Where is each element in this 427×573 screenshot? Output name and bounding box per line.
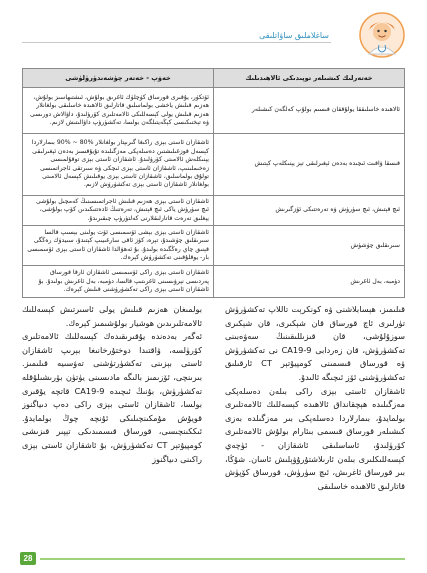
table-cell-group: قىسقا ۋاقىت ئىچىدە بەدەن ئېغىرلىقى تېز يېنىكلەپ كېتىش bbox=[214, 134, 405, 196]
doctor-mascot-icon bbox=[359, 12, 405, 58]
risk-table bbox=[22, 68, 405, 298]
section-label: ساغلاملىق ساۋاتلىقى bbox=[259, 31, 329, 40]
body-column-right bbox=[225, 303, 405, 543]
body-paragraph: ئاشقازان ئاستى بېزى راكى بىلەن دەسلەپكى مەزگىلىدە ھېچقانداق ئالاھىدە كېسەللىك ئالامەتلىرى بولمايدۇ، بىمارلاردا دەسلەپكى بىر مەزگىلدە بەزى كىشىلەر قورساق قىسمى بىئارام بولۇش ئالامەتلىرى كۆرۈلىدۇ، ئاساسلىقى ئاشقازان - ئۈچەي كېسەللىكلىرى بىلەن ئارىلاشتۇرۇۋېلىش ئاسان. شۇڭا، بىر قورساق ئاغرىش، ئىچ سۈرۈش، قورساق كۆپۈش قاتارلىق ئالاھىدە خاسلىقى bbox=[225, 385, 405, 491]
page-number: 28 bbox=[20, 552, 36, 565]
table-header-explanation: خەۋپ - خەتەر چۈشەندۈرۈلۈشى bbox=[23, 69, 214, 88]
table-cell-explanation: ئاشقازان ئاستى بېزى راكىغا گىرىپتار بولغانلار %80 ~ %90 بىمارلاردا كېسەل قوزغىلىشتىن دەسلەپكى مەزگىلىدە تۇيۇقسىز بەدەن ئېغىرلىقى يېنىكلەش ئالامىتى كۆرۈلىدۇ. ئاشقازان ئاستى بېزى توقۇلمىسى زەخىملىنىپ، ئاشقازان ئاستى بېزى ئىچكى ۋە سىرتقى ئاجراتمىسى تولۇق بولماسلىق، ئاشقازان ئاستى بېزى يوقىلىش كېسەل ئالامىتى بولغانلار ئاشقازان ئاستى بېزى تەكشۈرۈش لازىم. bbox=[23, 134, 214, 196]
table-row bbox=[23, 226, 405, 266]
body-paragraph: قىلىمىز، ھېسابلاشنى ۋە كونكرېت تاللاپ تەكشۈرۈش تۈرلىرى ئاچ قورساق قان شېكىرى، قان شېكىرى سوزۇلۇشى، قان قىزىللىقىنىڭ سەۋەبىنى تەكشۈرۈش، قان زەردابى CA19-9 نى تەكشۈرۈش ۋە قورساق قىسمىنى كومپيۇتېر CT ئارقىلىق تەكشۈرۈشنى ئۆز ئىچىگە ئالىدۇ. bbox=[225, 304, 405, 382]
table-row bbox=[23, 266, 405, 298]
table-cell-explanation: ئۆتكۈر، يۇقىرى قورساق كۈچلۈك ئاغرىق بولۇش، ئىشتىھاسىز بولۇش، ھەزىم قىلىش ياخشى بولماسلىق قاتارلىق ئالاھىدە خاسلىقى بولغانلار ھەزىم قىلىش يولى كېسەللىكى ئالامەتلىرى كۆرۈلىدۇ، داۋالاش دورىسى ۋە تېخنىكىسى كېڭەيتىلگەن بولسا، تەكشۈرۈپ داۋالىتىش لازىم. bbox=[23, 88, 214, 134]
table-cell-explanation: ئاشقازان ئاستى بېزى راكى ئۆسمىسى ئاشقازان ئارقا قورساق پەردىسى نېرۋىسىنى ئاغرىتىپ قالسا، دۈمبە، بەل ئاغرىش بولىدۇ. بۇ ئاشقازان ئاستى بېزى راكى تەكشۈرۈشنى قىلىش كېرەك. bbox=[23, 266, 214, 298]
table-cell-group: ئالاھىدە خاسلىققا يولۇققان قىسىم بولۇپ كەلگەن كىشىلەر bbox=[214, 88, 405, 134]
table-row bbox=[23, 134, 405, 196]
table-header-group: خەتەرلىك كىشىلەر توپىدىكى ئالاھىدىلىك bbox=[214, 69, 405, 88]
body-paragraph: ئەگەر بەدەندە يۇقىرىقىدەك كېسەللىك ئالامەتلىرى كۆرۈلسە، ۋاقتىدا دوختۇرخانىغا بېرىپ ئاشقازان ئاستى بېزىنى تەكشۈرتۈشنى تەۋسىيە قىلىمىز. بىرىنچى، ئۆزىمىز بالىگە مادىسىنى يۈتۈن بۆرىشىلۇقلە تەكشۈرۈش، بۇنىڭ ئىچىدە CA19-9 قاتچە يۇقىرى بولسا، ئاشقازان ئاستى بېزى راكى دەپ دىياگنوز قويۇش مۇمكىنچىلىكى ئۇنچە چوڭ بولمايدۇ. ئىككىنچىسى، قورساق قىسمىدىكى تېپىر قىزىشى كومپيۇتېر CT تەكشۈرۈش، بۇ ئاشقازان ئاستى بېزى راكىنى دىياگنوز bbox=[22, 331, 202, 464]
table-header-row bbox=[23, 69, 405, 88]
table-cell-group: دۈمبە، بەل ئاغرىش bbox=[214, 266, 405, 298]
body-paragraph: بولمىغان ھەزىم قىلىش يولى ئاسىرتىش كېسەللىك ئالامەتلىرىدىن ھوشيار بولۇشىمىز كېرەك. bbox=[22, 304, 202, 328]
header-divider bbox=[22, 42, 331, 43]
body-column-left bbox=[22, 303, 202, 543]
table-cell-group: سىرىقلىق چۈشۈش bbox=[214, 226, 405, 266]
table-cell-explanation: ئاشقازان ئاستى بېزى بېشى ئۆسمىسى ئۆت يولىنى بېسىپ قالسا سىرىقلىق چۈشىدۇ، تېرە، كۆز ئاقى سارغىيىپ كېتىدۇ، سىيدۈك رەڭگى قېنىق چاي رەڭگىدە بولىدۇ. بۇ ئەھۋالدا ئاشقازان ئاستى بېزى ئۆسمىسى بار- يوقلۇقىنى تەكشۈرۈش كېرەك. bbox=[23, 226, 214, 266]
footer-divider bbox=[40, 558, 405, 560]
table-row bbox=[23, 88, 405, 134]
table-cell-group: ئىچ قېتىش، ئىچ سۈرۈش ۋە تەرەتتىكى ئۆزگىرىش bbox=[214, 196, 405, 226]
table-row bbox=[23, 196, 405, 226]
page-header bbox=[22, 12, 405, 58]
table-cell-explanation: ئاشقازان ئاستى بېزى ھەزىم قىلىش ئاجراتمىسىنىڭ كەمچىل بولۇشى ئىچ سۈرۈش ياكى ئىچ قېتىش، تەرەتنىڭ ئادەتتىكىدىن كۆپ بولۇشى، يېغلىق تەرەت قاتارلىقلارنى كەلتۈرۈپ چىقىرىدۇ. bbox=[23, 196, 214, 226]
